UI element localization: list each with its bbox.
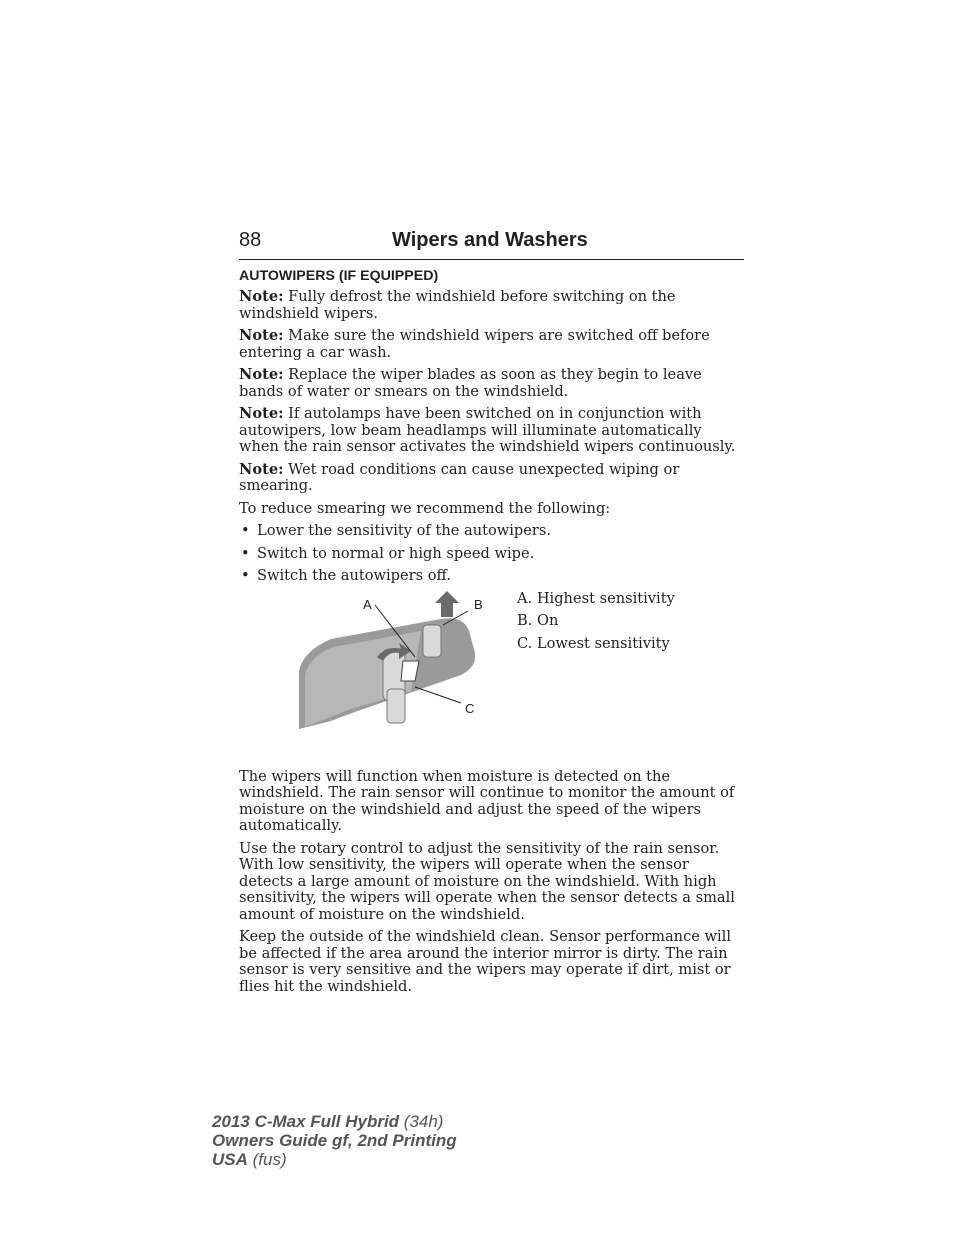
- paragraph: The wipers will function when moisture is detected on the windshield. The rain sensor will continue to monitor the amount of moisture on the windshield and adjust the speed of the wipers automatically.: [239, 767, 735, 834]
- note-3: [239, 367, 739, 400]
- note-text: Make sure the windshield wipers are switched off before entering a car wash.: [239, 327, 710, 361]
- paragraph: Keep the outside of the windshield clean. Sensor performance will be affected if the area around the interior mirror is dirty. The rain sensor is very sensitive and the wipers may operate if dirt, mist or flies hit the windshield.: [239, 928, 732, 995]
- note-2: [239, 328, 739, 361]
- footer-code: (34h): [399, 1112, 444, 1131]
- note-text: If autolamps have been switched on in conjunction with autowipers, low beam headlamps will illuminate automatically when the rain sensor activates the windshield wipers continuously.: [239, 405, 736, 455]
- paragraph: Use the rotary control to adjust the sensitivity of the rain sensor. With low sensitivity, the wipers will operate when the sensor detects a large amount of moisture on the windshield. With high sensitivity, the wipers will operate when the sensor detects a small amount of moisture on the windshield.: [239, 839, 735, 923]
- legend-item: B. On: [517, 612, 559, 629]
- note-4: [239, 406, 739, 456]
- page-footer: [212, 1112, 457, 1169]
- note-label: Note:: [239, 460, 284, 478]
- figure-legend: [517, 591, 675, 659]
- note-5: [239, 462, 739, 495]
- footer-model: 2013 C-Max Full Hybrid: [212, 1112, 400, 1131]
- wiper-stalk-illustration: [291, 591, 501, 731]
- footer-region-code: (fus): [247, 1150, 287, 1169]
- arrow-up-icon: [435, 591, 459, 617]
- footer-line: [212, 1131, 457, 1150]
- callout-b: B: [474, 596, 483, 612]
- note-text: Replace the wiper blades as soon as they begin to leave bands of water or smears on the windshield.: [239, 366, 702, 400]
- figure-row: [239, 591, 739, 741]
- intro-paragraph: To reduce smearing we recommend the following:: [239, 499, 611, 517]
- footer-region: USA: [212, 1150, 248, 1169]
- footer-line: [212, 1150, 457, 1169]
- footer-guide: Owners Guide gf, 2nd Printing: [212, 1131, 457, 1150]
- recommendation-list: [239, 523, 739, 585]
- main-content: [239, 267, 739, 1001]
- body-text: [239, 769, 739, 996]
- footer-line: [212, 1112, 457, 1131]
- note-label: Note:: [239, 366, 284, 383]
- legend-item: A. Highest sensitivity: [517, 589, 675, 607]
- callout-c: C: [465, 700, 475, 716]
- list-item: • Switch to normal or high speed wipe.: [239, 546, 739, 563]
- page-number: 88: [239, 229, 262, 251]
- note-text: Fully defrost the windshield before switching on the windshield wipers.: [239, 288, 676, 322]
- note-label: Note:: [239, 405, 284, 422]
- page-title: Wipers and Washers: [392, 229, 588, 251]
- note-label: Note:: [239, 327, 284, 344]
- note-text: Wet road conditions can cause unexpected wiping or smearing.: [239, 460, 680, 494]
- note-label: Note:: [239, 288, 284, 305]
- legend-item: C. Lowest sensitivity: [517, 634, 670, 652]
- note-1: [239, 289, 739, 322]
- section-heading: AUTOWIPERS (IF EQUIPPED): [239, 268, 439, 284]
- list-item: • Lower the sensitivity of the autowipers.: [239, 523, 739, 540]
- page-header: [239, 229, 744, 260]
- list-item: • Switch the autowipers off.: [239, 568, 739, 585]
- callout-a: A: [363, 596, 372, 612]
